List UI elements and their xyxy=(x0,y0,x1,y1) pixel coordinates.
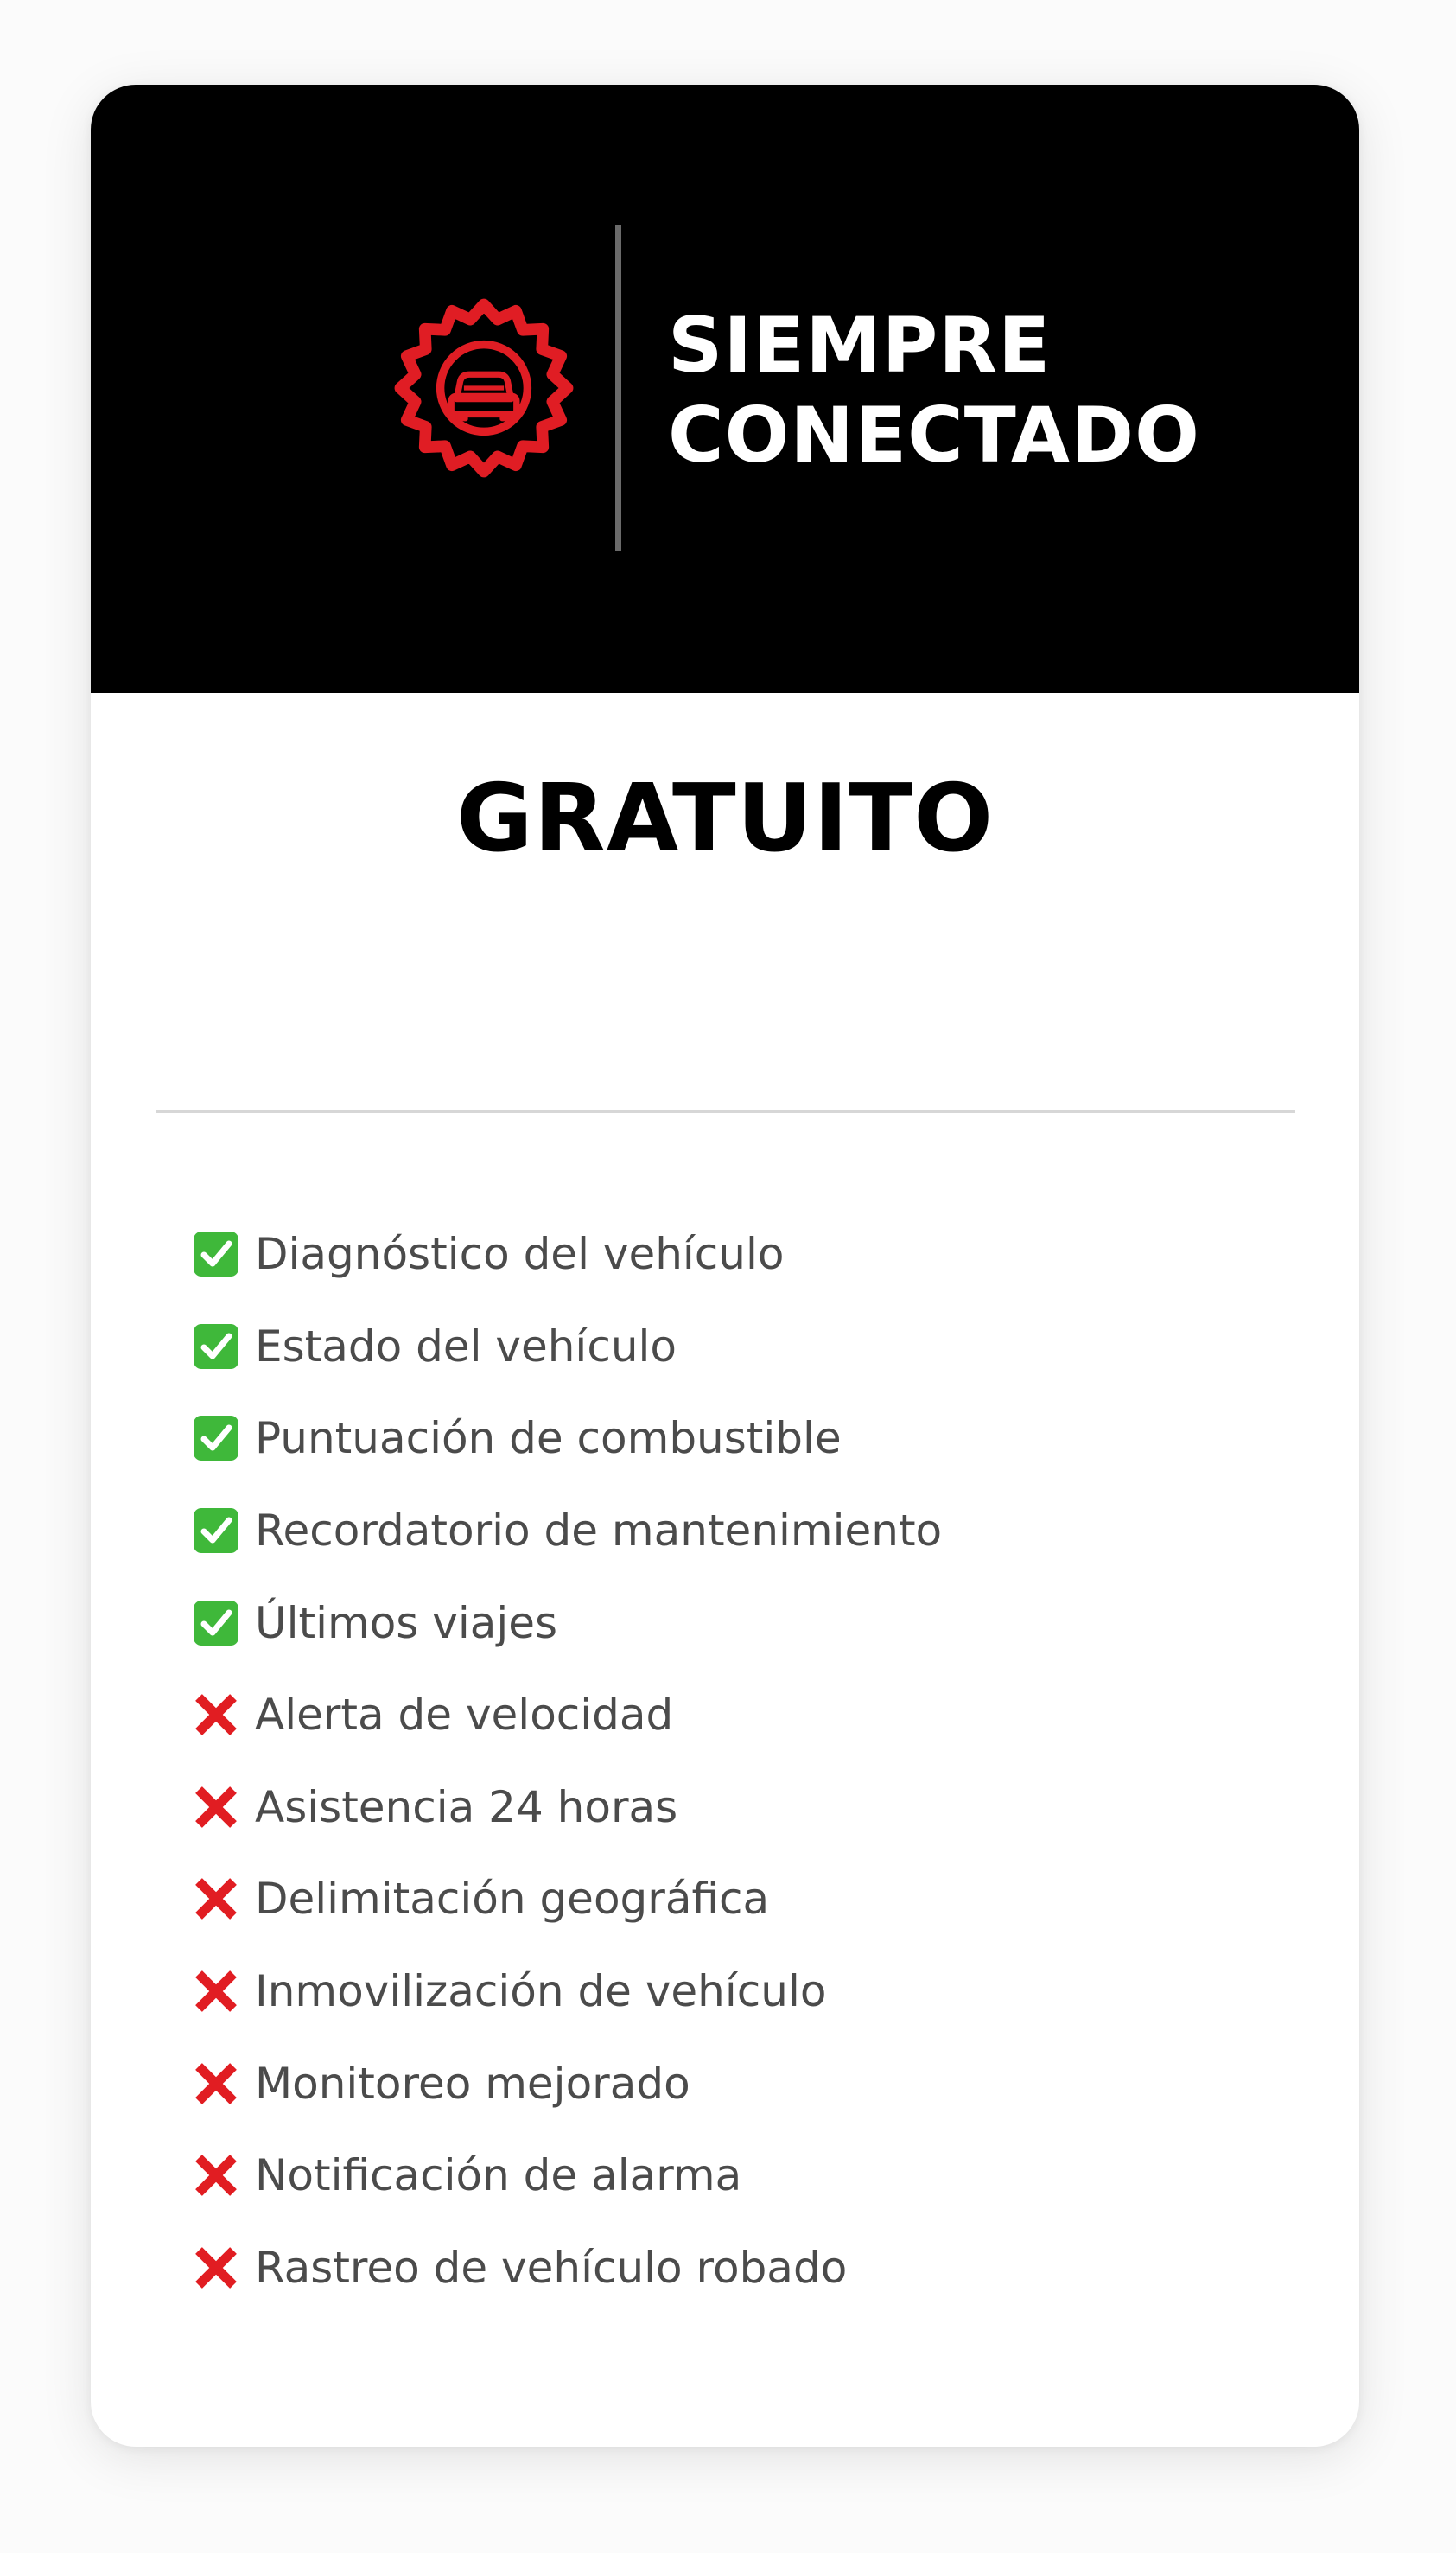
plan-card xyxy=(91,85,1359,2447)
card-header xyxy=(91,85,1359,693)
feature-item xyxy=(191,1301,942,1393)
feature-label: Últimos viajes xyxy=(255,1597,558,1648)
cross-icon xyxy=(191,2243,241,2293)
cross-icon xyxy=(191,2059,241,2109)
car-badge-icon xyxy=(393,297,575,479)
feature-label: Rastreo de vehículo robado xyxy=(255,2242,848,2293)
feature-item xyxy=(191,2037,942,2130)
header-title xyxy=(668,301,1200,481)
feature-label: Monitoreo mejorado xyxy=(255,2058,690,2109)
feature-label: Asistencia 24 horas xyxy=(255,1781,678,1832)
feature-item xyxy=(191,1485,942,1577)
feature-label: Diagnóstico del vehículo xyxy=(255,1229,785,1280)
feature-label: Puntuación de combustible xyxy=(255,1413,842,1464)
feature-label: Inmovilización de vehículo xyxy=(255,1966,827,2017)
feature-item xyxy=(191,2222,942,2314)
cross-icon xyxy=(191,1966,241,2016)
check-icon xyxy=(191,1598,241,1648)
plan-name: GRATUITO xyxy=(455,765,995,873)
feature-label: Delimitación geográfica xyxy=(255,1874,770,1925)
cross-icon xyxy=(191,2150,241,2200)
cross-icon xyxy=(191,1782,241,1832)
header-title-line-1: SIEMPRE xyxy=(668,301,1052,390)
check-icon xyxy=(191,1506,241,1556)
check-icon xyxy=(191,1413,241,1463)
feature-item xyxy=(191,1208,942,1301)
feature-list xyxy=(191,1208,942,2314)
feature-label: Recordatorio de mantenimiento xyxy=(255,1506,943,1557)
section-divider xyxy=(156,1110,1295,1113)
feature-item xyxy=(191,1576,942,1669)
feature-item xyxy=(191,1945,942,2038)
feature-item xyxy=(191,2130,942,2222)
header-divider xyxy=(615,225,621,551)
header-title-line-2: CONECTADO xyxy=(668,391,1200,480)
feature-item xyxy=(191,1392,942,1485)
cross-icon xyxy=(191,1874,241,1924)
cross-icon xyxy=(191,1690,241,1740)
feature-item xyxy=(191,1761,942,1854)
feature-item xyxy=(191,1853,942,1945)
check-icon xyxy=(191,1321,241,1372)
check-icon xyxy=(191,1229,241,1279)
feature-label: Alerta de velocidad xyxy=(255,1690,674,1741)
feature-label: Notificación de alarma xyxy=(255,2150,742,2201)
feature-label: Estado del vehículo xyxy=(255,1321,677,1372)
feature-item xyxy=(191,1669,942,1761)
